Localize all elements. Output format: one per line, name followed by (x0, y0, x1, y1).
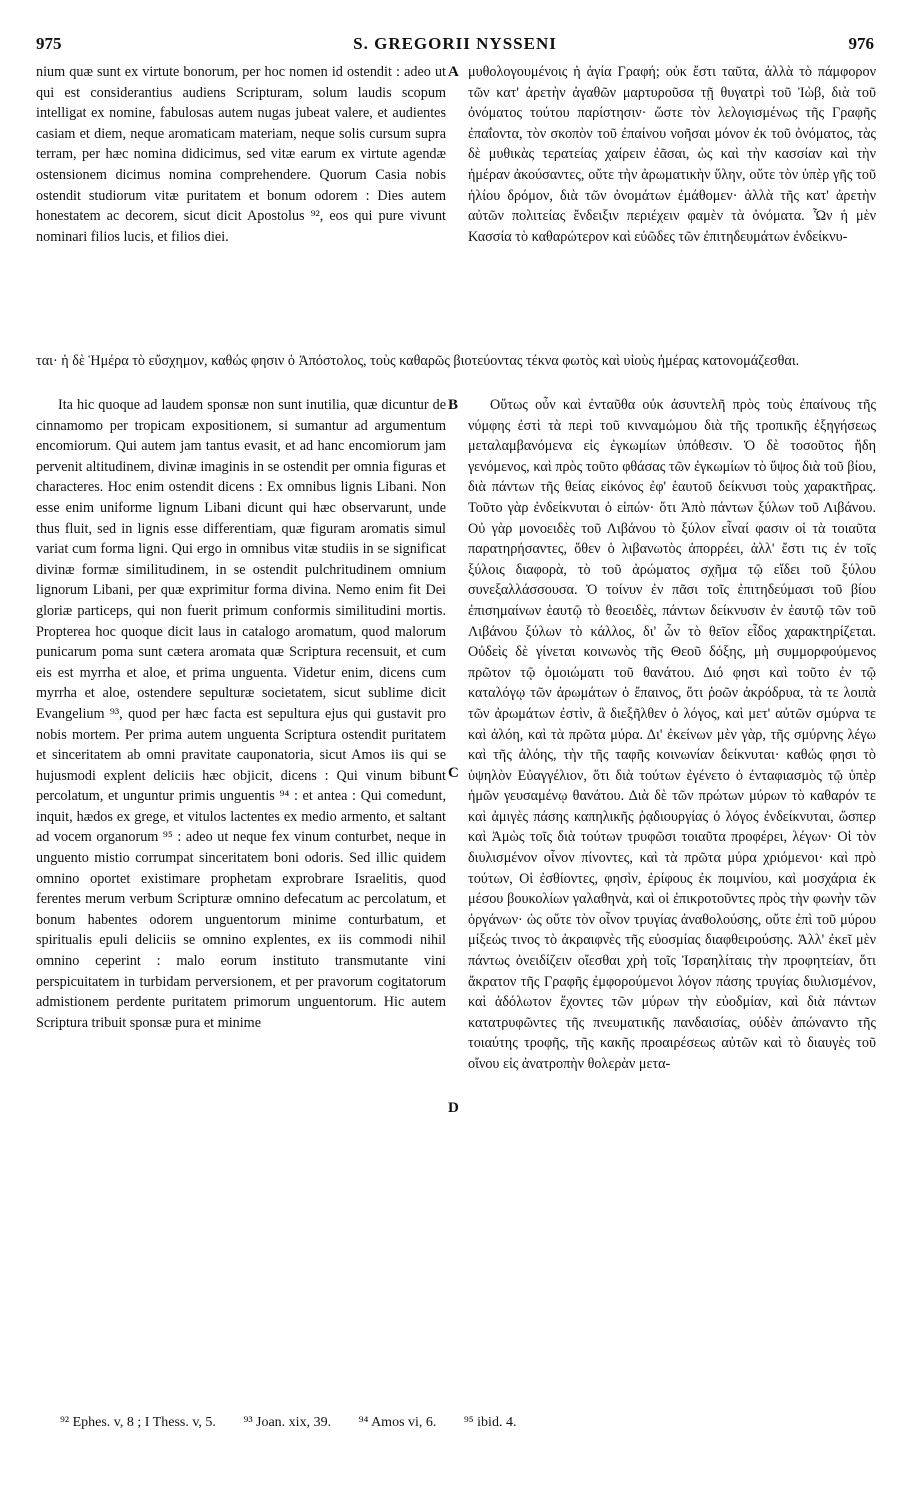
latin-paragraph: nium quæ sunt ex virtute bonorum, per hoc nomen id ostendit : adeo ut qui est considerantius audiens Scripturam, solum laudis scopum intelligat ex nomine, fabulosas autem nugas jubeat valere, et audientes casiam et diem, neque aromaticam materiam, neque solis cursum supra terram, per hæc nomina didicimus, sed vitæ earum ex virtute agendæ ostensionem dicimus nomina comprehendere. Quorum Casia nobis ostendit studiorum vitæ puritatem et bonum odorem : Dies autem honestatem ac decorem, sicut dicit Apostolus ⁹², eos qui pure vivunt nominari filios lucis, et filios diei. (36, 64, 446, 245)
footnotes (60, 1415, 860, 1431)
section-marker-c: C (448, 765, 459, 781)
running-title: S. GREGORII NYSSENI (353, 34, 557, 53)
greek-column-bottom (468, 395, 876, 1075)
latin-column-bottom (36, 395, 446, 1033)
page-header (36, 34, 874, 58)
section-marker-b: B (448, 397, 459, 413)
latin-paragraph: Ita hic quoque ad laudem sponsæ non sunt inutilia, quæ dicuntur de cinnamomo per tropicam expositionem, si sumantur ad argumentum encomiorum. Qui autem jam tantus evasit, et ad hanc encomiorum jam pervenit altitudinem, divinæ imaginis in se ostendit per omnia figuras et characteres. Hoc enim ostendit dicens : Ex omnibus lignis Libani. Non esse enim uniforme lignum Libani dicunt qui hæc observarunt, unde thus fluit, sed in lignis esse differentiam, quæ figuram aromatis simul variat cum forma ligni. Qui ergo in omnibus vitæ studiis in se significat divinæ formæ similitudinem, in se ostendit pulchritudinem omnium lignorum Libani, per quæ exprimitur forma divina. Nemo enim fit Dei gloriæ particeps, qui non fuerit primum conformis similitudini mortis. Propterea hoc quoque dicit laus in catalogo aromatum, quod malorum punicarum poma sunt cætera aromata quæ Scriptura recensuit, et cum eis est myrrha et aloe, et prima unguenta. Videtur enim, dicens cum myrrha et aloe, ostendere sepulturæ societatem, sicut sublime dicit Evangelium ⁹³, quod per hæc facta est sepultura ejus qui gustavit pro nobis mortem. Per prima autem unguenta Scriptura ostendit puritatem et sinceritatem ab omni pravitate cauponatoria, sicut Amos iis qui se hujusmodi explent deliciis hæc objicit, dicens : Qui vinum bibunt percolatum, et unguntur primis unguentis ⁹⁴ : et antea : Qui comedunt, inquit, hædos ex grege, et vitulos lactentes ex medio armento, et saltant ad vocem organorum ⁹⁵ : adeo ut neque fex vinum conturbet, neque in unguento mistio corrumpat sinceritatem boni odoris. Sed illic quidem omnino oportet existimare prophetam exprobrare Israelitis, quod ferentes merum verbum Scripturæ omnino defecatum ac percolatum, et bonum habentes odorem unguentorum minime conturbatum, et spiritualis epuli deliciis se omnino explentes, ex iis commodi nihil omnino ceperint : malo eorum instituto transmutante vini perspicuitatem in turbidam perversionem, et per pravorum cogitatorum admistionem perdente puritatem primorum unguentorum. Hic autem Scriptura tribuit sponsæ pura et minime (36, 397, 446, 1031)
greek-column-top (468, 62, 876, 247)
footnote: ⁹⁵ ibid. 4. (463, 1415, 517, 1430)
footnote: ⁹³ Joan. xix, 39. (243, 1415, 332, 1430)
greek-spanning-text: ται· ἡ δὲ Ἡμέρα τὸ εὔσχημον, καθώς φησιν ὁ Ἀπόστολος, τοὺς καθαρῶς βιοτεύοντας τέκνα φωτὸς καὶ υἱοὺς ἡμέρας κατονομάζεσθαι. (36, 353, 800, 369)
footnote: ⁹⁴ Amos vi, 6. (358, 1415, 437, 1430)
greek-paragraph: Οὕτως οὖν καὶ ἐνταῦθα οὐκ ἀσυντελῆ πρὸς τοὺς ἐπαίνους τῆς νύμφης ἐστὶ τὰ περὶ τοῦ κινναμώμου διὰ τῆς τροπικῆς ἐξηγήσεως μεταλαμβανόμενα εἰς ἐγκωμίων ὑπόθεσιν. Ὁ δὲ τοσοῦτος ἤδη γενόμενος, καὶ πρὸς τοῦτο φθάσας τῶν ἐγκωμίων τὸ ὕψος διὰ τοῦ βίου, διὰ πάντων τῆς θείας εἰκόνος ἐφ' ἑαυτοῦ δείκνυσι τοὺς χαρακτῆρας. Τοῦτο γὰρ ἐνδείκνυται ὁ εἰπών· ὅτι Ἀπὸ πάντων ξύλων τοῦ Λιβάνου. Οὐ γὰρ μονοειδὲς τοῦ Λιβάνου τὸ ξύλον εἶναί φασιν οἱ τὰ τοιαῦτα παρατηρήσαντες, ὅθεν ὁ λιβανωτὸς ἀπορρέει, ἀλλ' ἔστι τις ἐν τοῖς ξύλοις διαφορὰ, τὸ τοῦ ἀρώματος σχῆμα τῷ εἴδει τοῦ ξύλου συνεξαλλάσσουσα. Ὁ τοίνυν ἐν πᾶσι τοῖς ἐπιτηδεύμασι τοῦ βίου ἐπισημαίνων ἑαυτῷ τὸ θεοειδὲς, πάντων δείκνυσιν ἐν ἑαυτῷ τῶν τοῦ Λιβάνου ξύλων τὸ κάλλος, δι' ὧν τὸ θεῖον εἶδος χαρακτηρίζεται. Οὐδεὶς δὲ γίνεται κοινωνὸς τῆς Θεοῦ δόξης, μὴ συμμορφούμενος πρῶτον τῷ ὁμοιώματι τοῦ θανάτου. Διό φησι καὶ τοῦτο ἐν τῷ καταλόγῳ τῶν ἀρωμάτων ὁ ἔπαινος, ὅτι ῥοῶν ἀκρόδρυα, τὰ τε λοιπὰ τῶν ἀρωμάτων ἐστὶν, ἃ διεξῆλθεν ὁ λόγος, καὶ μετ' αὐτῶν σμύρνα τε καὶ ἀλόη, καὶ τὰ πρῶτα μύρα. Δι' ἐκείνων μὲν γὰρ, τῆς σμύρνης λέγω καὶ τῆς ἀλόης, τὴν τῆς ταφῆς κοινωνίαν δείκνυται· καθώς φησι τὸ ὑψηλὸν Εὐαγγέλιον, ὅτι διὰ τούτων ἐγένετο ὁ ἐνταφιασμὸς τῷ ὑπὲρ ἡμῶν γευσαμένῳ θανάτου. Διὰ δὲ τῶν πρώτων μύρων τὸ καθαρόν τε καὶ ἀμιγὲς πάσης καπηλικῆς ῥᾳδιουργίας ὁ λόγος ἐνδείκνυται, ὥσπερ καὶ Ἀμὼς τοῖς διὰ τούτων τρυφῶσι τοιαῦτα προφέρει, λέγων· Οἱ τὸν διυλισμένον οἶνον πίνοντες, καὶ τὰ πρῶτα μύρα χριόμενοι· καὶ πρὸ τούτων, Οἱ ἐσθίοντες, φησὶν, ἐρίφους ἐκ ποιμνίου, καὶ μοσχάρια ἐκ μέσου βουκολίων γαλαθηνὰ, καὶ οἱ ἐπικροτοῦντες πρὸς τὴν φωνὴν τῶν ὀργάνων· ὡς οὔτε τὸν οἶνον τρυγίας ἀναθολούσης, οὔτε ἐπὶ τοῦ μύρου μίξεώς τινος τὸ ἀκραιφνὲς τῆς εὐοσμίας διαφθειρούσης. Ἀλλ' ἐκεῖ μὲν πάντως ὀνειδίζειν οἴεσθαι χρὴ τοῖς Ἰσραηλίταις τὴν προφητείαν, ὅτι ἄκρατον τῆς Γραφῆς ἐμφορούμενοι λόγον πάσης τρυγίας διυλισμένον, καὶ ἀδόλωτον ἔχοντες τῶν μύρων τὴν εὐοδμίαν, καὶ διὰ πάντων κατατρυφῶντες τῆς πνευματικῆς πανδαισίας, οὐδὲν ἀπώναντο τῆς τοιαύτης τροφῆς, τῆς κακῆς προαιρέσεως αὐτῶν καὶ τὸ διαυγὲς τοῦ οἴνου εἰς ἀνατροπὴν θολερὰν μετα- (468, 397, 876, 1072)
left-page-number: 975 (36, 34, 62, 53)
right-page-number: 976 (848, 34, 874, 53)
footnote: ⁹² Ephes. v, 8 ; I Thess. v, 5. (60, 1415, 216, 1430)
latin-column-top (36, 62, 446, 247)
section-marker-d: D (448, 1100, 459, 1116)
section-marker-a: A (448, 64, 459, 80)
greek-paragraph: μυθολογουμένοις ἡ ἁγία Γραφή; οὐκ ἔστι ταῦτα, ἀλλὰ τὸ πάμφορον τῶν κατ' ἀρετὴν ἀγαθῶν μαρτυροῦσα τῇ θυγατρὶ τοῦ Ἰὼβ, διὰ τοῦ ὀνόματος τούτου παρίστησιν· ὥστε τὸν λελογισμένως τῆς Γραφῆς ἐπαΐοντα, τὸν σκοπὸν τοῦ ἐπαίνου νοῆσαι μόνον ἐκ τοῦ ὀνόματος, τὰς δὲ μυθικὰς τερατείας χαίρειν ἐᾶσαι, ὡς καὶ τὴν κασσίαν καὶ τὴν ἡμέραν ἀκούσαντες, οὔτε τὴν ἀρωματικὴν ὕλην, οὔτε τὸν ὑπὲρ γῆς τοῦ ἡλίου δρόμον, διὰ τῶν ὀνομάτων ἐμάθομεν· ἀλλὰ τῆς κατ' ἀρετὴν αὐτῶν πολιτείας ἔνδειξιν περιέχειν φαμὲν τὰ ὀνόματα. Ὧν ἡ μὲν Κασσία τὸ καθαρώτερον καὶ εὐῶδες τῶν ἐπιτηδευμάτων ἐνδείκνυ- (468, 64, 876, 245)
